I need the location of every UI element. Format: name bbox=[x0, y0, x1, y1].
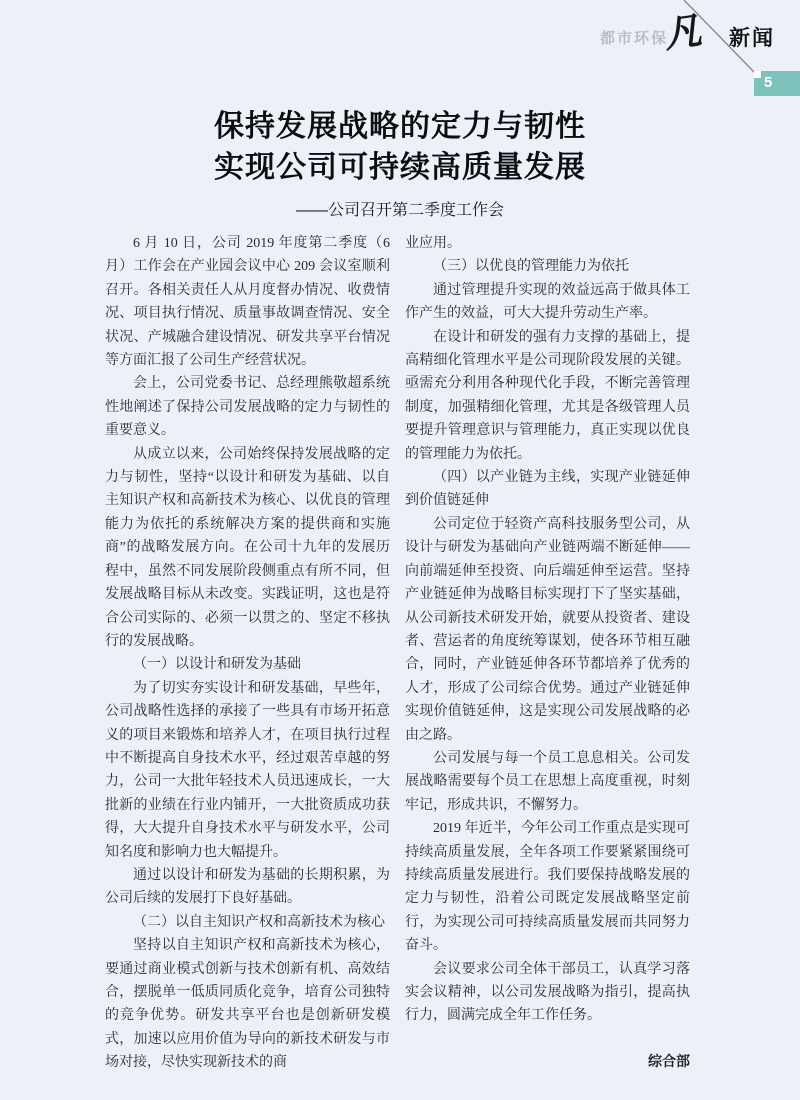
badge-corner-notch bbox=[754, 71, 761, 78]
signature: 综合部 bbox=[648, 1054, 690, 1070]
article-paragraph: 业应用。 bbox=[405, 236, 461, 251]
section-subhead: （三）以优良的管理能力为依托 bbox=[433, 259, 629, 275]
page-number: 5 bbox=[764, 74, 773, 91]
section-subhead: （四）以产业链为主线，实现产业链延伸到价值链延伸 bbox=[405, 470, 690, 509]
article-paragraph: 从成立以来，公司始终保持发展战略的定力与韧性，坚持“以设计和研发为基础、以自主知识产权和高新技术为核心、以优良的管理能力为依托的系统解决方案的提供商和实施商”的战略发展方向。在公司十九年的发展历程中，虽然不同发展阶段侧重点有所不同，但发展战略目标从未改变。实践证明，这也是符合公司实际的、必须一以贯之的、坚定不移执行的发展战略。 bbox=[105, 446, 390, 649]
article-paragraph: 通过以设计和研发为基础的长期积累，为公司后续的发展打下良好基础。 bbox=[105, 867, 390, 907]
column-left bbox=[105, 232, 390, 1075]
article-title bbox=[0, 106, 800, 220]
article-paragraph: 会议要求公司全体干部员工，认真学习落实会议精神，以公司发展战略为指引，提高执行力，圆满完成全年工作任务。 bbox=[405, 961, 690, 1024]
article-paragraph: 公司定位于轻资产高科技服务型公司，从设计与研发为基础向产业链两端不断延伸——向前端延伸至投资、向后端延伸至运营。坚持产业链延伸为战略目标实现打下了坚实基础，从公司新技术研发开始，就要从投资者、建设者、营运者的角度统筹谋划，使各环节相互融合，同时，产业链延伸各环节都培养了优秀的人才，形成了公司综合优势。通过产业链延伸实现价值链延伸，这是实现公司发展战略的必由之路。 bbox=[405, 516, 690, 743]
section-label: 新闻 bbox=[729, 27, 775, 50]
column-right-paragraphs bbox=[405, 232, 690, 1028]
section-subhead: （二）以自主知识产权和高新技术为核心 bbox=[133, 914, 385, 930]
article-paragraph: 公司发展与每一个员工息息相关。公司发展战略需要每个员工在思想上高度重视，时刻牢记，形成共识，不懈努力。 bbox=[405, 750, 690, 813]
article-paragraph: 通过管理提升实现的效益远高于做具体工作产生的效益，可大大提升劳动生产率。 bbox=[405, 282, 690, 322]
article-paragraph: 在设计和研发的强有力支撑的基础上，提高精细化管理水平是公司现阶段发展的关键。亟需充分利用各种现代化手段，不断完善管理制度，加强精细化管理，尤其是各级管理人员要提升管理意识与管理能力，真正实现以优良的管理能力为依托。 bbox=[405, 329, 690, 462]
article-paragraph: 6 月 10 日，公司 2019 年度第二季度（6 月）工作会在产业园会议中心 209 会议室顺利召开。各相关责任人从月度督办情况、收费情况、项目执行情况、质量事故调查情况、安全状况、产城融合建设情况、研发共享平台情况等方面汇报了公司生产经营状况。 bbox=[105, 236, 390, 369]
section-subhead: （一）以设计和研发为基础 bbox=[133, 657, 301, 673]
article-subtitle: ——公司召开第二季度工作会 bbox=[295, 202, 504, 219]
brand-calligraphy-icon: 凡 bbox=[661, 7, 704, 57]
article-paragraph: 会上，公司党委书记、总经理熊敬超系统性地阐述了保持公司发展战略的定力与韧性的重要意义。 bbox=[105, 376, 390, 439]
article-title-line2: 实现公司可持续高质量发展 bbox=[214, 151, 586, 184]
brand-logo: 都市环保 bbox=[600, 30, 669, 47]
article-paragraph: 坚持以自主知识产权和高新技术为核心，要通过商业模式创新与技术创新有机、高效结合，摆脱单一低质同质化竞争，培育公司独特的竞争优势。研发共享平台也是创新研发模式，加速以应用价值为导向的新技术研发与市场对接，尽快实现新技术的商 bbox=[105, 938, 390, 1071]
article-title-line1: 保持发展战略的定力与韧性 bbox=[214, 110, 586, 143]
article-paragraph: 2019 年近半，今年公司工作重点是实现可持续高质量发展，全年各项工作要紧紧围绕可持续高质量发展进行。我们要保持战略发展的定力与韧性，沿着公司既定发展战略坚定前行，为实现公司可持续高质量发展而共同努力奋斗。 bbox=[405, 821, 690, 954]
column-right bbox=[405, 232, 690, 1074]
article-paragraph: 为了切实夯实设计和研发基础，早些年，公司战略性选择的承接了一些具有市场开拓意义的项目来锻炼和培养人才，在项目执行过程中不断提高自身技术水平，经过艰苦卓越的努力，公司一大批年轻技术人员迅速成长，一大批新的业绩在行业内铺开，一大批资质成功获得，大大提升自身技术水平与研发水平，公司知名度和影响力也大幅提升。 bbox=[105, 680, 390, 860]
